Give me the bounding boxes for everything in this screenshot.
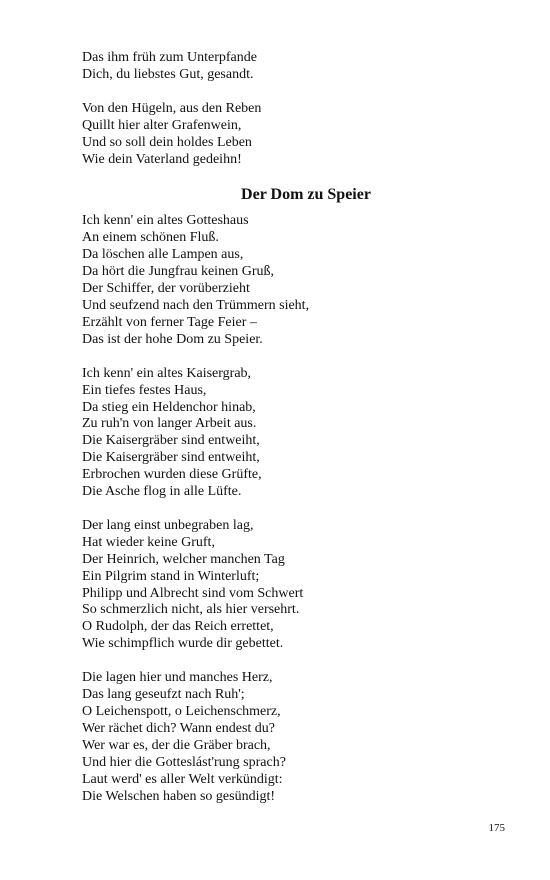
- verse-line: Da löschen alle Lampen aus,: [82, 247, 244, 263]
- verse-line: Wie dein Vaterland gedeihn!: [82, 151, 242, 167]
- verse-line: Die Kaisergräber sind entweiht,: [82, 433, 260, 449]
- verse-line: Erzählt von ferner Tage Feier –: [82, 314, 257, 330]
- verse-line: An einem schönen Fluß.: [82, 230, 219, 246]
- verse-line: Wer war es, der die Gräber brach,: [82, 737, 271, 753]
- verse-line: O Leichenspott, o Leichenschmerz,: [82, 704, 281, 719]
- verse-line: Quillt hier alter Grafenwein,: [82, 117, 242, 133]
- verse-line: Erbrochen wurden diese Grüfte,: [82, 467, 262, 483]
- verse-line: Da stieg ein Heldenchor hinab,: [82, 399, 256, 415]
- poem-title: Der Dom zu Speier: [241, 186, 371, 204]
- verse-line: Hat wieder keine Gruft,: [82, 534, 215, 550]
- verse-line: Und seufzend nach den Trümmern sieht,: [82, 297, 310, 313]
- verse-line: Ein Pilgrim stand in Winterluft;: [82, 568, 260, 584]
- verse-line: Die Asche flog in alle Lüfte.: [82, 484, 242, 500]
- verse-line: Das ihm früh zum Unterpfande: [82, 50, 257, 65]
- verse-line: Das lang geseufzt nach Ruh';: [82, 687, 245, 703]
- verse-line: Ich kenn' ein altes Kaisergrab,: [82, 365, 252, 381]
- verse-line: Von den Hügeln, aus den Reben: [82, 100, 262, 116]
- page-body: [82, 50, 482, 822]
- verse-line: Dich, du liebstes Gut, gesandt.: [82, 66, 254, 82]
- verse-line: Der lang einst unbegraben lag,: [82, 517, 254, 533]
- verse-line: Und so soll dein holdes Leben: [82, 134, 252, 150]
- verse-line: Da hört die Jungfrau keinen Gruß,: [82, 264, 275, 280]
- verse-line: Die Kaisergräber sind entweiht,: [82, 450, 260, 466]
- stanza: [82, 101, 482, 169]
- stanza: [82, 366, 482, 501]
- stanza: [82, 213, 482, 348]
- stanza: [82, 50, 482, 84]
- verse-line: Und hier die Gotteslást'rung sprach?: [82, 754, 286, 770]
- verse-line: Der Schiffer, der vorüberzieht: [82, 281, 250, 297]
- verse-line: Zu ruh'n von langer Arbeit aus.: [82, 416, 257, 432]
- previous-poem-ending: [82, 50, 482, 168]
- verse-line: Die lagen hier und manches Herz,: [82, 670, 273, 686]
- verse-line: Der Heinrich, welcher manchen Tag: [82, 551, 285, 567]
- verse-line: Laut werd' es aller Welt verkündigt:: [82, 771, 283, 787]
- verse-line: Ich kenn' ein altes Gotteshaus: [82, 213, 249, 229]
- verse-line: O Rudolph, der das Reich errettet,: [82, 619, 274, 635]
- stanza: [82, 518, 482, 653]
- page-number: 175: [488, 822, 505, 834]
- verse-line: Das ist der hohe Dom zu Speier.: [82, 331, 263, 347]
- verse-line: Wer rächet dich? Wann endest du?: [82, 720, 276, 736]
- verse-line: So schmerzlich nicht, als hier versehrt.: [82, 602, 300, 618]
- verse-line: Die Welschen haben so gesündigt!: [82, 788, 276, 804]
- verse-line: Wie schimpflich wurde dir gebettet.: [82, 636, 284, 652]
- verse-line: Ein tiefes festes Haus,: [82, 382, 207, 398]
- poem-body: [82, 213, 482, 805]
- verse-line: Philipp und Albrecht sind vom Schwert: [82, 585, 304, 601]
- stanza: [82, 670, 482, 805]
